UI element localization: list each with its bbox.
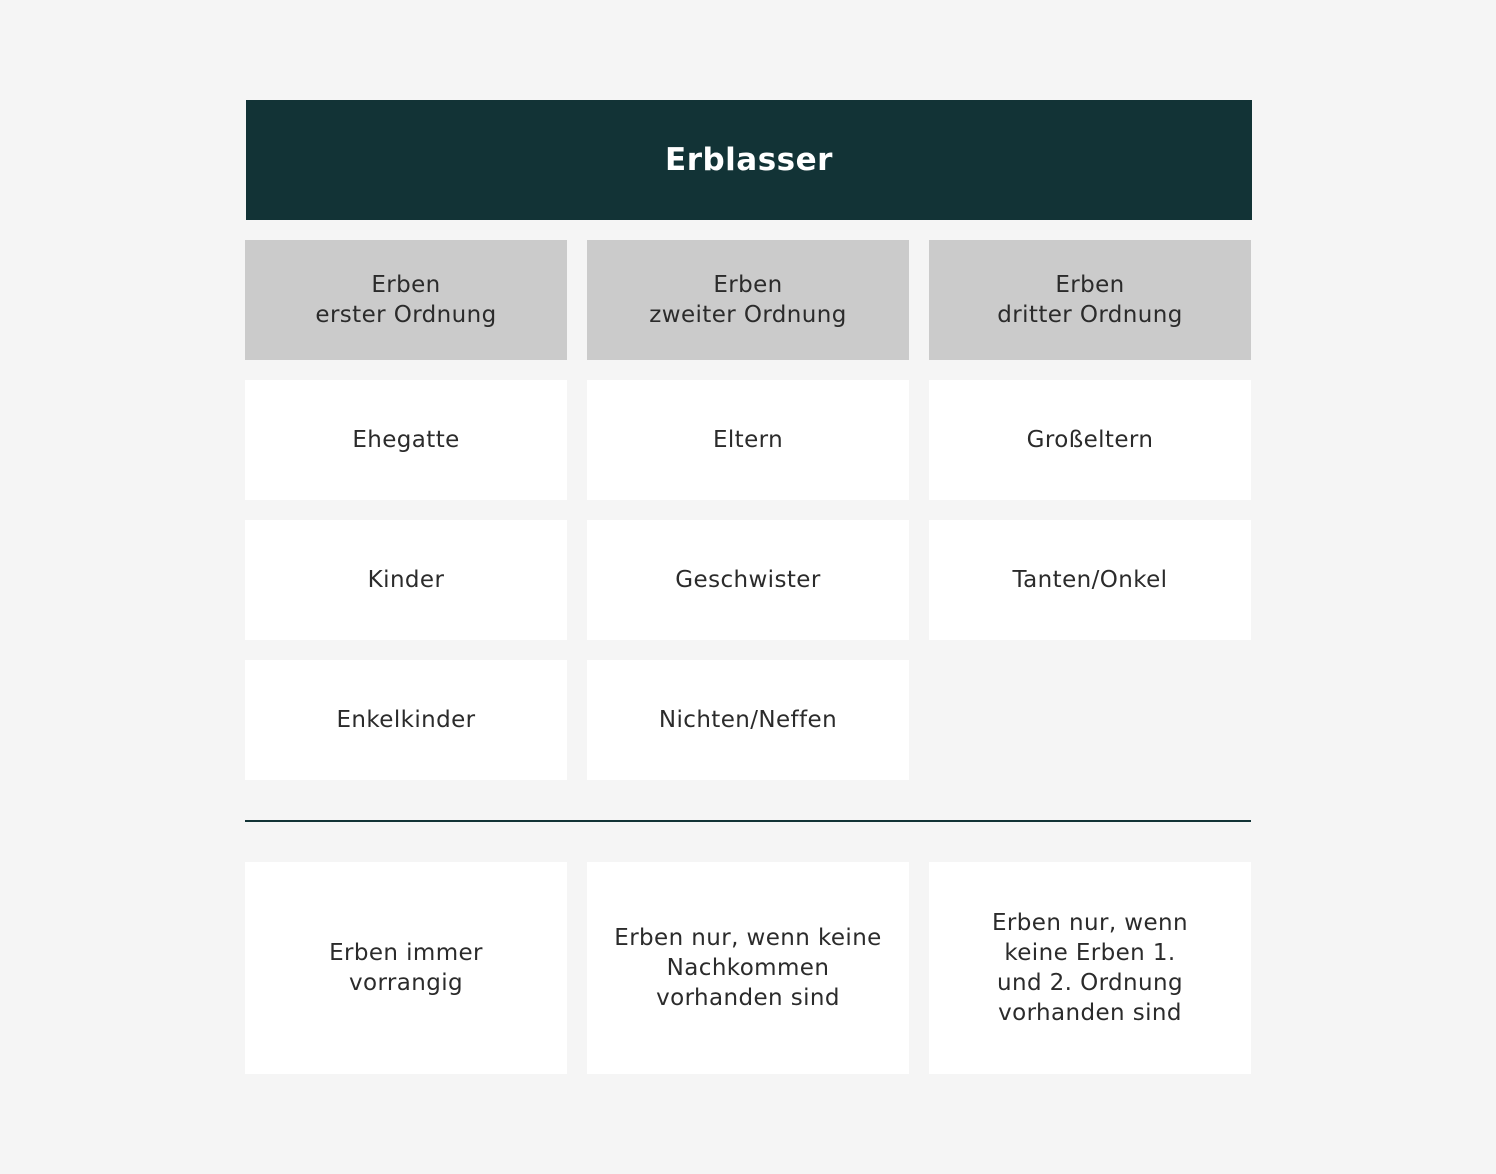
header-title: Erblasser — [665, 142, 833, 178]
column-heading-label: Erben erster Ordnung — [315, 272, 497, 328]
note-text: Erben nur, wenn keine Nachkommen vorhanden sind — [614, 925, 882, 1011]
heir-label: Ehegatte — [352, 427, 460, 453]
column-heading-first-order — [245, 240, 567, 360]
note-third-order — [929, 862, 1251, 1074]
column-heading-label: Erben zweiter Ordnung — [649, 272, 847, 328]
heir-cell-geschwister — [587, 520, 909, 640]
column-heading-label: Erben dritter Ordnung — [997, 272, 1183, 328]
heir-cell-eltern — [587, 380, 909, 500]
heir-cell-grosseltern — [929, 380, 1251, 500]
section-divider — [245, 820, 1251, 822]
heir-cell-nichten-neffen — [587, 660, 909, 780]
heir-cell-enkelkinder — [245, 660, 567, 780]
heir-label: Tanten/Onkel — [1012, 567, 1168, 593]
erblasser-header — [246, 100, 1252, 220]
note-second-order — [587, 862, 909, 1074]
note-first-order — [245, 862, 567, 1074]
heir-label: Enkelkinder — [336, 707, 476, 733]
heir-cell-tanten-onkel — [929, 520, 1251, 640]
heir-label: Eltern — [712, 427, 784, 453]
heir-cell-ehegatte — [245, 380, 567, 500]
column-heading-second-order — [587, 240, 909, 360]
heir-label: Nichten/Neffen — [658, 707, 838, 733]
note-text: Erben nur, wenn keine Erben 1. und 2. Ordnung vorhanden sind — [992, 910, 1188, 1026]
note-text: Erben immer vorrangig — [329, 940, 483, 996]
column-heading-third-order — [929, 240, 1251, 360]
heir-label: Kinder — [367, 567, 445, 593]
heir-label: Geschwister — [675, 567, 821, 593]
heir-label: Großeltern — [1026, 427, 1154, 453]
heir-cell-kinder — [245, 520, 567, 640]
